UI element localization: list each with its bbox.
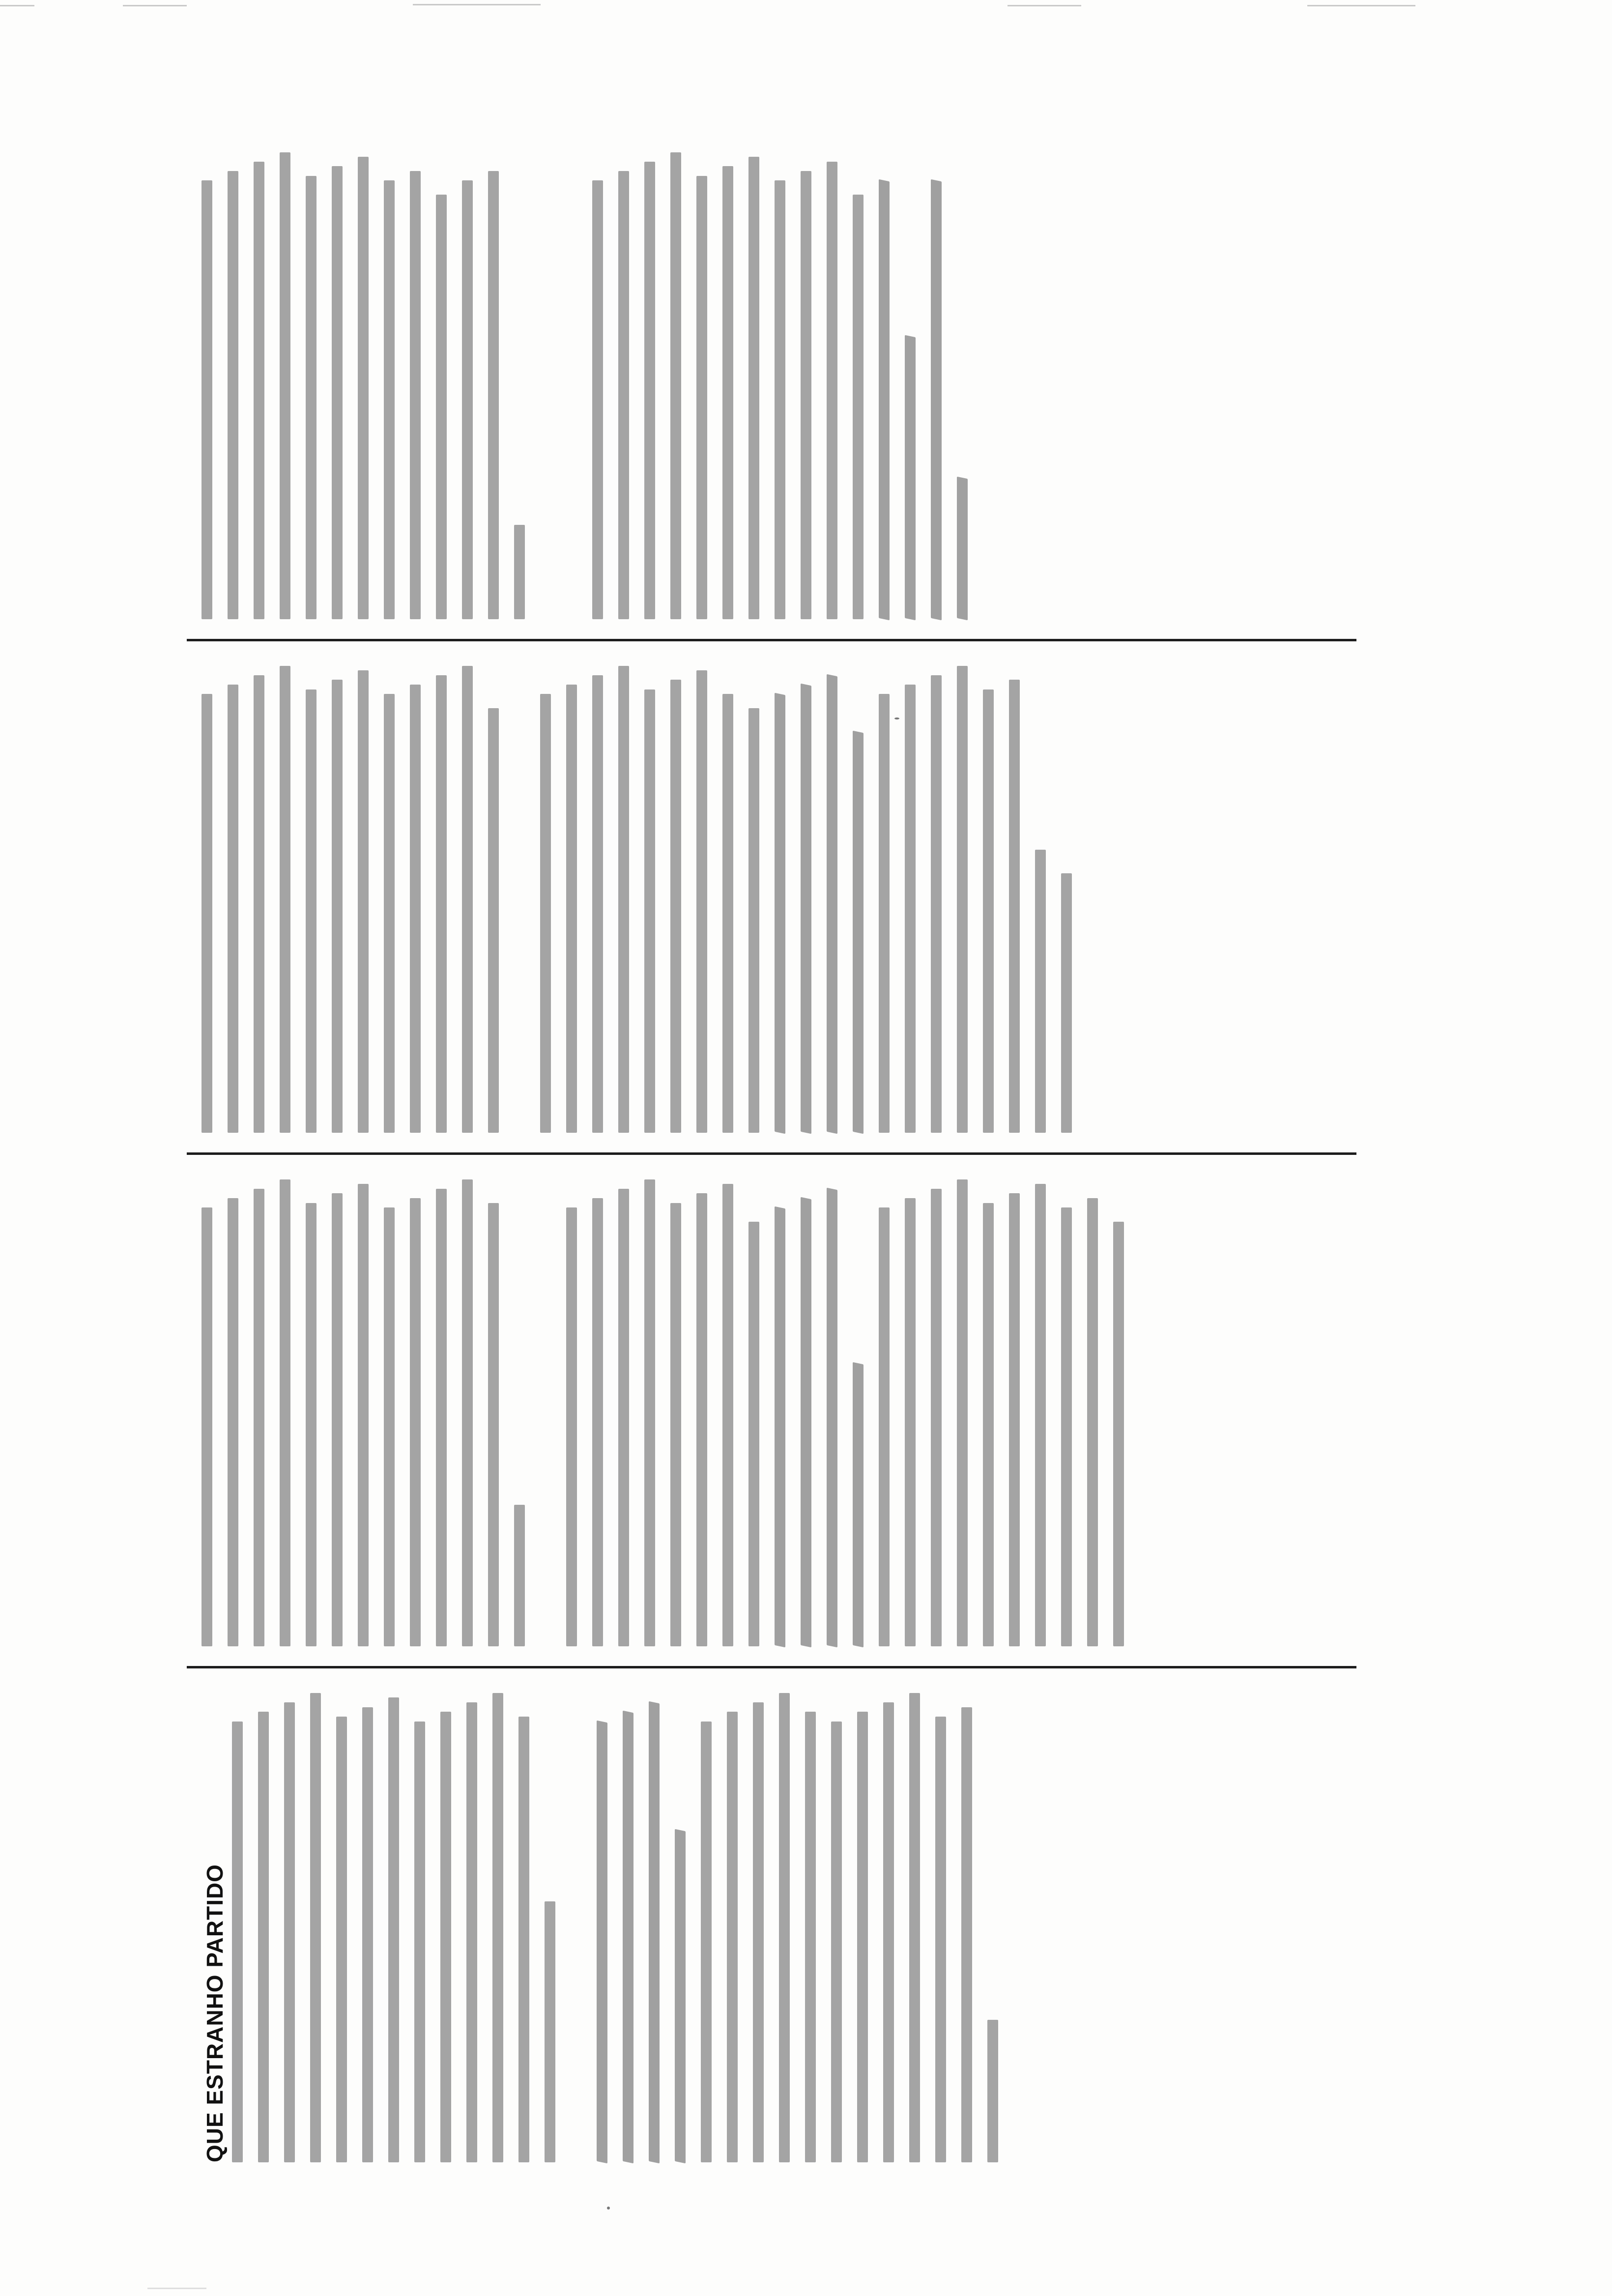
- text-line: [1035, 1184, 1046, 1646]
- text-line: [883, 1702, 894, 2162]
- text-line: [384, 180, 395, 619]
- paragraph-gap: [540, 147, 551, 619]
- text-line: [228, 1198, 238, 1646]
- text-line: [488, 708, 499, 1133]
- italic-text-line: [957, 477, 968, 621]
- text-line: [701, 1722, 712, 2162]
- article-column-3: [187, 641, 1356, 1155]
- scan-streak: [123, 5, 187, 6]
- text-line: [332, 680, 343, 1133]
- text-line: [775, 180, 785, 619]
- text-line: [436, 1189, 447, 1646]
- text-line: [592, 180, 603, 619]
- text-line: [518, 1717, 529, 2162]
- italic-text-line: [827, 1187, 837, 1647]
- text-line: [905, 1198, 916, 1646]
- text-line: [644, 162, 655, 619]
- italic-text-line: [649, 1701, 660, 2164]
- text-line: [670, 680, 681, 1133]
- italic-text-line: [905, 335, 916, 621]
- text-line: [957, 666, 968, 1133]
- text-line: [254, 675, 264, 1133]
- text-line: [644, 1179, 655, 1646]
- paragraph-gap: [571, 1688, 581, 2162]
- text-line: [280, 666, 290, 1133]
- text-line: [436, 675, 447, 1133]
- paragraph-gap: [566, 147, 577, 619]
- scan-streak: [413, 4, 541, 5]
- text-line: [1035, 850, 1046, 1133]
- text-line: [696, 670, 707, 1133]
- text-line: [801, 171, 811, 619]
- text-line: [358, 670, 369, 1133]
- text-line: [488, 171, 499, 619]
- text-line: [566, 1207, 577, 1646]
- rotated-article-sheet: [187, 128, 1356, 2182]
- text-line: [202, 694, 212, 1133]
- text-line: [1061, 1207, 1072, 1646]
- text-line: [228, 685, 238, 1133]
- text-line: [909, 1693, 920, 2162]
- paragraph-gap: [540, 1175, 551, 1646]
- text-line: [306, 689, 317, 1133]
- italic-text-line: [801, 684, 811, 1134]
- text-line: [410, 1198, 421, 1646]
- paragraph-gap: [514, 661, 525, 1133]
- text-line: [670, 152, 681, 619]
- text-line: [931, 1189, 942, 1646]
- text-line: [983, 1203, 994, 1646]
- text-line: [748, 157, 759, 619]
- text-line: [462, 1179, 473, 1646]
- text-line: [670, 1203, 681, 1646]
- text-line: [332, 166, 343, 619]
- text-line: [414, 1722, 425, 2162]
- text-line: [410, 171, 421, 619]
- text-line: [1087, 1198, 1098, 1646]
- text-line: [727, 1712, 738, 2162]
- text-line: [258, 1712, 269, 2162]
- text-line: [540, 694, 551, 1133]
- italic-text-line: [853, 1362, 864, 1648]
- text-line: [931, 675, 942, 1133]
- text-line: [618, 1189, 629, 1646]
- text-line: [514, 525, 525, 619]
- text-line: [232, 1722, 243, 2162]
- text-line: [592, 675, 603, 1133]
- text-line: [618, 171, 629, 619]
- text-line: [306, 1203, 317, 1646]
- text-line: [440, 1712, 451, 2162]
- text-line: [362, 1707, 373, 2162]
- text-line: [957, 1179, 968, 1646]
- italic-text-line: [879, 179, 890, 620]
- text-line: [722, 1184, 733, 1646]
- text-line: [388, 1697, 399, 2162]
- text-line: [545, 1901, 555, 2162]
- text-line: [436, 195, 447, 619]
- text-line: [753, 1702, 764, 2162]
- scan-streak: [1307, 5, 1415, 6]
- text-line: [384, 1207, 395, 1646]
- text-line: [905, 685, 916, 1133]
- text-line: [1009, 680, 1020, 1133]
- text-line: [358, 1184, 369, 1646]
- italic-text-line: [597, 1720, 607, 2163]
- scan-streak: [0, 5, 34, 6]
- text-line: [879, 694, 890, 1133]
- text-line: [462, 666, 473, 1133]
- text-line: [935, 1717, 946, 2162]
- italic-text-line: [931, 179, 942, 620]
- text-line: [644, 689, 655, 1133]
- text-line: [466, 1702, 477, 2162]
- text-line: [696, 1193, 707, 1646]
- text-line: [514, 1505, 525, 1646]
- text-line: [280, 152, 290, 619]
- text-line: [853, 195, 864, 619]
- text-line: [879, 1207, 890, 1646]
- text-line: [332, 1193, 343, 1646]
- text-line: [779, 1693, 790, 2162]
- text-line: [1061, 873, 1072, 1133]
- text-line: [987, 2020, 998, 2163]
- text-line: [831, 1722, 842, 2162]
- speck: [607, 2207, 610, 2210]
- text-line: [748, 1222, 759, 1646]
- scan-streak: [147, 2288, 206, 2289]
- text-line: [492, 1693, 503, 2162]
- text-line: [202, 180, 212, 619]
- text-line: [566, 685, 577, 1133]
- text-line: [827, 162, 837, 619]
- italic-text-line: [775, 693, 785, 1134]
- text-line: [284, 1702, 295, 2162]
- text-line: [857, 1712, 868, 2162]
- text-line: [280, 1179, 290, 1646]
- text-line: [983, 689, 994, 1133]
- text-line: [722, 694, 733, 1133]
- italic-text-line: [623, 1711, 633, 2163]
- text-line: [306, 176, 317, 619]
- text-line: [592, 1198, 603, 1646]
- text-line: [1113, 1222, 1124, 1646]
- article-column-1: [187, 1668, 1356, 2182]
- text-line: [805, 1712, 816, 2162]
- article-column-4: [187, 128, 1356, 641]
- text-line: [254, 1189, 264, 1646]
- article-column-2: [187, 1155, 1356, 1668]
- italic-text-line: [775, 1206, 785, 1647]
- text-line: [202, 1207, 212, 1646]
- text-line: [254, 162, 264, 619]
- text-line: [1009, 1193, 1020, 1646]
- italic-text-line: [675, 1829, 686, 2163]
- text-line: [384, 694, 395, 1133]
- italic-text-line: [827, 674, 837, 1134]
- italic-text-line: [801, 1197, 811, 1648]
- text-line: [310, 1693, 321, 2162]
- scan-streak: [1008, 5, 1081, 6]
- text-line: [462, 180, 473, 619]
- article-headline: QUE ESTRANHO PARTIDO: [202, 1864, 228, 2162]
- text-line: [336, 1717, 347, 2162]
- text-line: [696, 176, 707, 619]
- text-line: [358, 157, 369, 619]
- text-line: [410, 685, 421, 1133]
- text-line: [722, 166, 733, 619]
- text-line: [488, 1203, 499, 1646]
- italic-text-line: [853, 731, 864, 1134]
- text-line: [228, 171, 238, 619]
- text-line: [748, 708, 759, 1133]
- text-line: [618, 666, 629, 1133]
- text-line: [961, 1707, 972, 2162]
